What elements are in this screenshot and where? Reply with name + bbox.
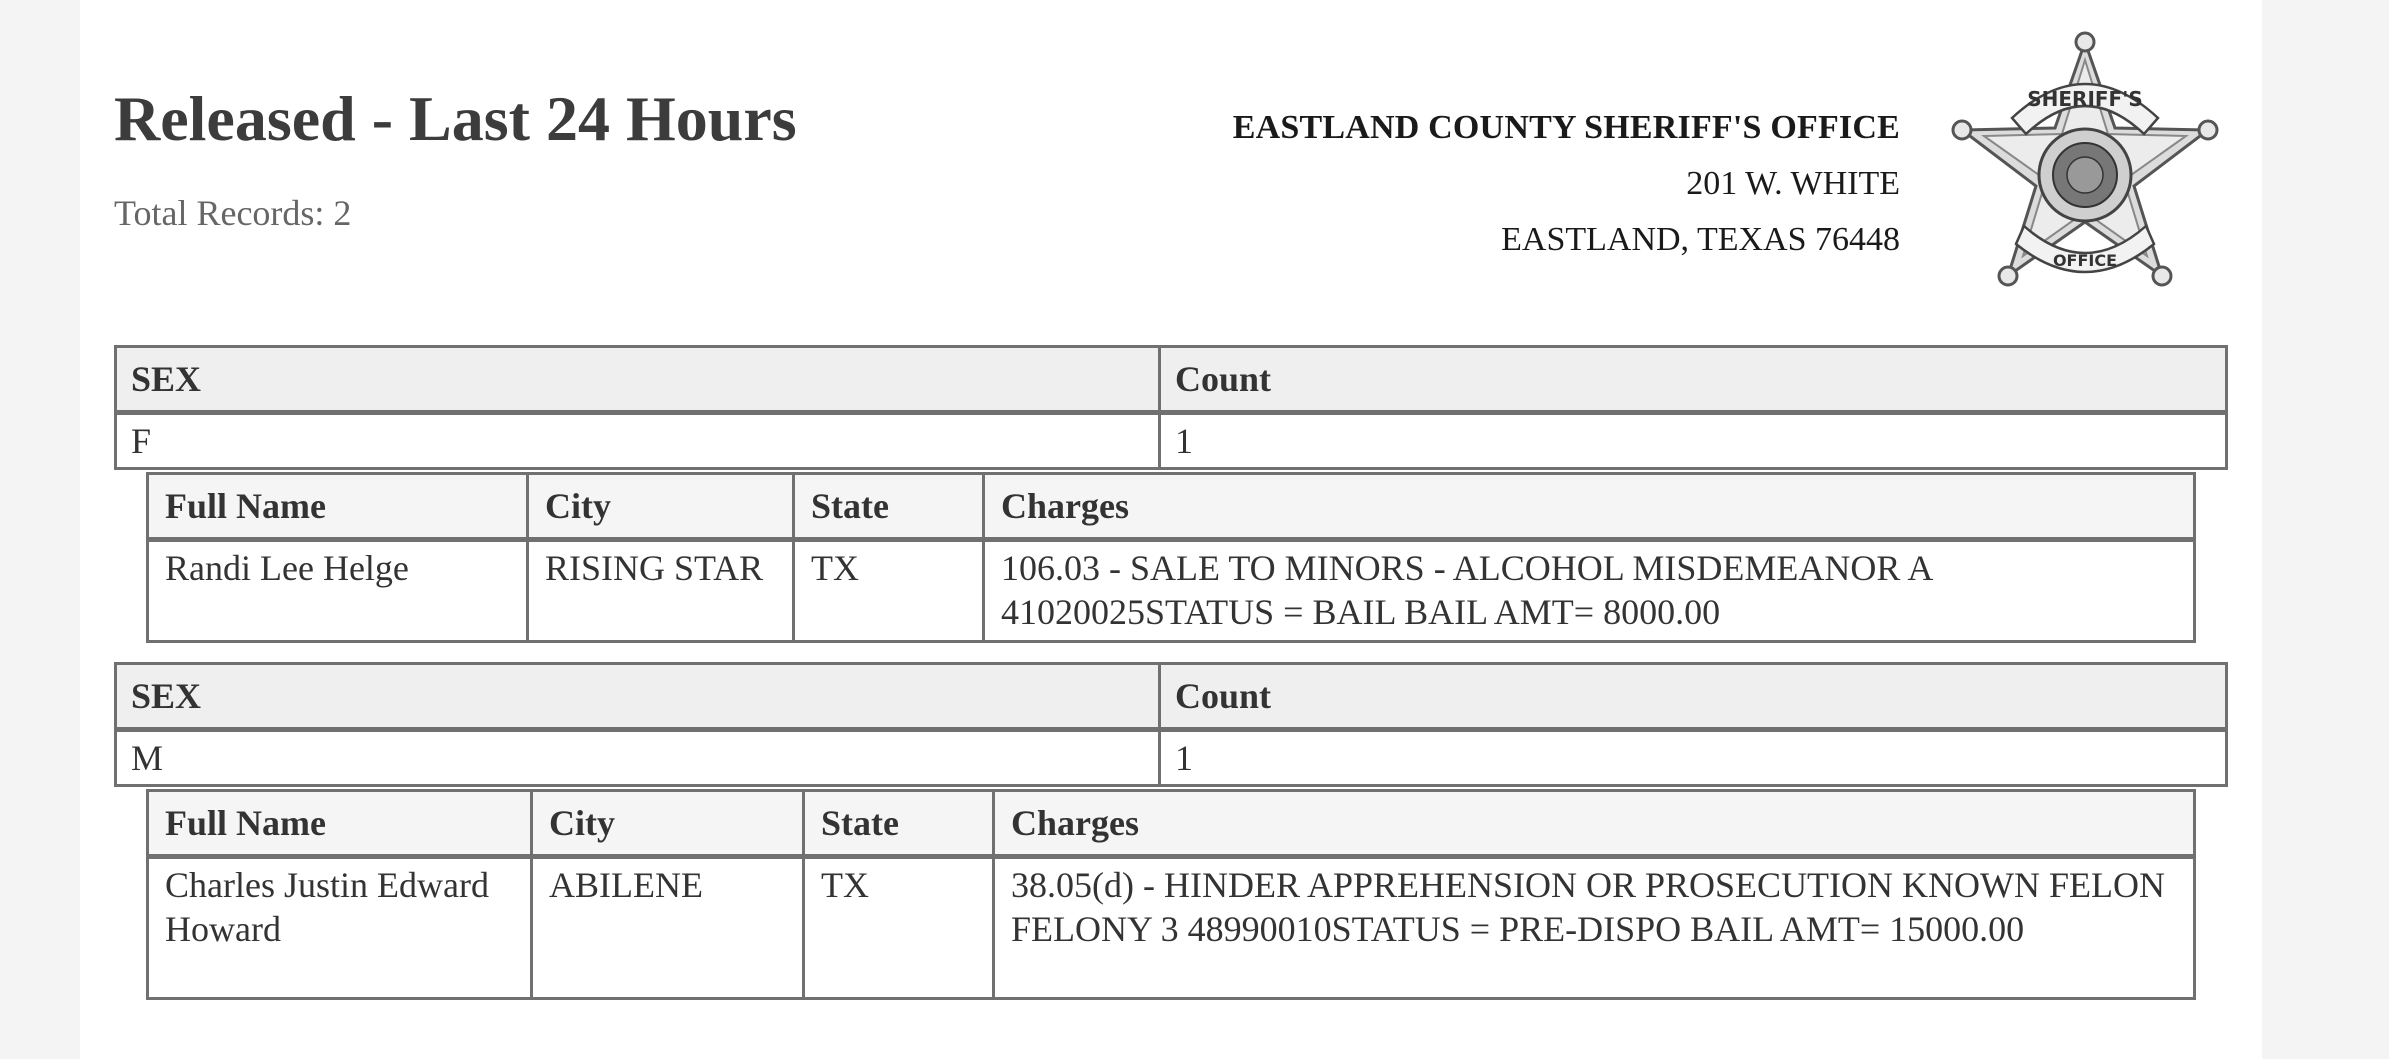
full-name-cell: Randi Lee Helge xyxy=(148,540,528,642)
sex-value: M xyxy=(116,730,1160,786)
sheriff-star-badge-icon xyxy=(1940,30,2230,306)
state-cell: TX xyxy=(794,540,984,642)
sex-header: SEX xyxy=(116,664,1160,730)
detail-table-f xyxy=(146,472,2196,643)
report-page xyxy=(80,0,2262,1059)
total-records: Total Records: 2 xyxy=(114,193,352,233)
detail-header-row xyxy=(148,474,2195,540)
table-row xyxy=(148,857,2195,999)
charges-header: Charges xyxy=(994,791,2195,857)
state-cell: TX xyxy=(804,857,994,999)
group-row xyxy=(116,413,2227,469)
count-value: 1 xyxy=(1160,413,2227,469)
detail-table-m xyxy=(146,789,2196,1000)
city-cell: ABILENE xyxy=(532,857,804,999)
office-name: EASTLAND COUNTY SHERIFF'S OFFICE xyxy=(1232,109,1900,146)
group-header-row xyxy=(116,347,2227,413)
page-title: Released - Last 24 Hours xyxy=(114,83,797,154)
full-name-header: Full Name xyxy=(148,791,532,857)
office-address-line1: 201 W. WHITE xyxy=(1686,165,1900,202)
group-table-f xyxy=(114,345,2228,470)
full-name-cell: Charles Justin Edward Howard xyxy=(148,857,532,999)
full-name-header: Full Name xyxy=(148,474,528,540)
count-value: 1 xyxy=(1160,730,2227,786)
sex-header: SEX xyxy=(116,347,1160,413)
city-header: City xyxy=(528,474,794,540)
charges-cell: 38.05(d) - HINDER APPREHENSION OR PROSECUTION KNOWN FELON FELONY 3 48990010STATUS = PRE-DISPO BAIL AMT= 15000.00 xyxy=(994,857,2195,999)
badge-text-top: SHERIFF'S xyxy=(2027,87,2143,111)
city-header: City xyxy=(532,791,804,857)
group-table-m xyxy=(114,662,2228,787)
badge-text-bottom: OFFICE xyxy=(2052,251,2118,270)
office-info xyxy=(1233,100,1900,268)
state-header: State xyxy=(794,474,984,540)
group-row xyxy=(116,730,2227,786)
city-cell: RISING STAR xyxy=(528,540,794,642)
table-row xyxy=(148,540,2195,642)
office-address-line2: EASTLAND, TEXAS 76448 xyxy=(1501,221,1900,258)
group-header-row xyxy=(116,664,2227,730)
count-header: Count xyxy=(1160,347,2227,413)
sex-value: F xyxy=(116,413,1160,469)
charges-header: Charges xyxy=(984,474,2195,540)
detail-header-row xyxy=(148,791,2195,857)
state-header: State xyxy=(804,791,994,857)
count-header: Count xyxy=(1160,664,2227,730)
charges-cell: 106.03 - SALE TO MINORS - ALCOHOL MISDEMEANOR A 41020025STATUS = BAIL BAIL AMT= 8000.00 xyxy=(984,540,2195,642)
